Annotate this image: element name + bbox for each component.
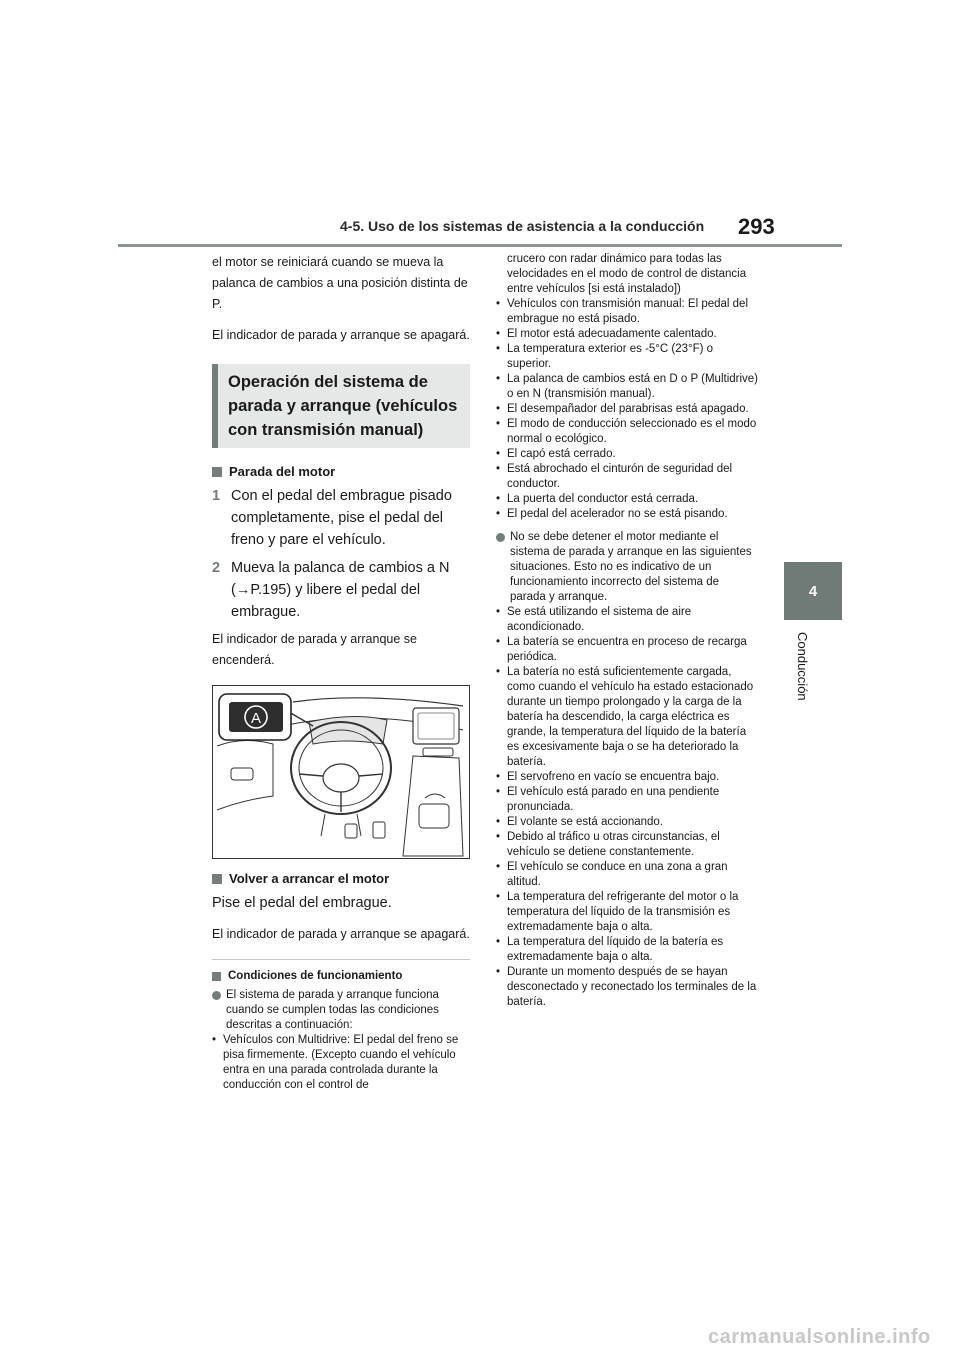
list-bullet: • xyxy=(496,448,501,460)
list-bullet: • xyxy=(496,508,501,520)
list-item-text: La temperatura del líquido de la batería es extremadamente baja o alta. xyxy=(507,936,724,963)
note-1 xyxy=(212,988,470,1033)
list-bullet: • xyxy=(212,1034,217,1046)
list-bullet: • xyxy=(496,786,501,798)
list-item-text: Vehículos con transmisión manual: El pedal del embrague no está pisado. xyxy=(507,298,749,325)
intro-text-2: El indicador de parada y arranque se apagará. xyxy=(212,328,470,342)
list-bullet: • xyxy=(496,861,501,873)
list-item xyxy=(496,605,758,635)
list-bullet: • xyxy=(496,966,501,978)
step-1 xyxy=(212,485,470,551)
list-bullet: • xyxy=(496,816,501,828)
list-bullet: • xyxy=(496,373,501,385)
circle-bullet-icon xyxy=(212,991,221,1000)
list-bullet: • xyxy=(496,771,501,783)
notes-divider xyxy=(212,959,470,960)
list-item-text: El capó está cerrado. xyxy=(507,448,616,460)
list-item xyxy=(496,507,758,522)
list-item xyxy=(496,860,758,890)
list-item xyxy=(496,417,758,447)
restart-instruction: Pise el pedal del embrague. xyxy=(212,895,392,911)
list-item xyxy=(496,935,758,965)
list-item xyxy=(496,297,758,327)
list-item-text: El volante se está accionando. xyxy=(507,816,663,828)
list-item xyxy=(496,327,758,342)
list-item-text: La batería no está suficientemente cargada, como cuando el vehículo ha estado estacionado durante un tiempo prolongado y la carga de la batería ha descendido, la carga eléctrica es grande, la temperatura del líquido de la batería es excesivamente baja o se ha deteriorado la batería. xyxy=(507,666,754,768)
step-number: 2 xyxy=(212,560,221,576)
list-item xyxy=(496,890,758,935)
indicator-on-text: El indicador de parada y arranque se encenderá. xyxy=(212,632,417,667)
list-item-text: El servofreno en vacío se encuentra bajo. xyxy=(507,771,720,783)
conditions-list xyxy=(496,297,758,522)
note-2-text: No se debe detener el motor mediante el sistema de parada y arranque en las siguientes situaciones. Esto no es indicativo de un funcionamiento incorrecto del sistema de parada y arranque. xyxy=(510,531,752,603)
subheading-stop xyxy=(212,464,470,479)
chapter-tab[interactable]: 4 xyxy=(784,562,842,620)
list-item xyxy=(496,447,758,462)
list-item-text: El vehículo se conduce en una zona a gran altitud. xyxy=(507,861,728,888)
list-bullet: • xyxy=(496,343,501,355)
section-heading-box xyxy=(212,364,470,448)
list-bullet: • xyxy=(496,606,501,618)
header-rule xyxy=(118,244,842,247)
subheading-stop-text: Parada del motor xyxy=(229,464,336,479)
step-2 xyxy=(212,557,470,623)
list-item-text: La batería se encuentra en proceso de recarga periódica. xyxy=(507,636,747,663)
list-item xyxy=(496,402,758,417)
list-bullet: • xyxy=(496,418,501,430)
watermark: carmanualsonline.info xyxy=(708,1326,931,1348)
list-item xyxy=(496,342,758,372)
list-item-text: El desempañador del parabrisas está apagado. xyxy=(507,403,749,415)
right-column xyxy=(496,252,758,1010)
list-item-text: La puerta del conductor está cerrada. xyxy=(507,493,699,505)
notes-heading-text: Condiciones de funcionamiento xyxy=(228,970,403,982)
list-item-text: Debido al tráfico u otras circunstancias, el vehículo se detiene constantemente. xyxy=(507,831,720,858)
continued-text: crucero con radar dinámico para todas las velocidades en el modo de control de distancia entre vehículos [si está instalado]) xyxy=(507,253,747,295)
section-title: Operación del sistema de parada y arranque (vehículos con transmisión manual) xyxy=(228,373,458,439)
notes-heading xyxy=(212,970,470,982)
list-item-text: Vehículos con Multidrive: El pedal del freno se pisa firmemente. (Excepto cuando el vehículo entra en una parada controlada durante la conducción con el control de xyxy=(223,1034,459,1091)
exceptions-list xyxy=(496,605,758,1010)
note-2 xyxy=(496,530,758,605)
list-item xyxy=(496,492,758,507)
chapter-label: Conducción xyxy=(795,632,810,701)
step-number: 1 xyxy=(212,488,221,504)
square-bullet-icon xyxy=(212,874,222,884)
list-item-text: La temperatura exterior es -5°C (23°F) o superior. xyxy=(507,343,714,370)
list-bullet: • xyxy=(496,666,501,678)
list-item-text: El motor está adecuadamente calentado. xyxy=(507,328,717,340)
subheading-restart-text: Volver a arrancar el motor xyxy=(229,871,390,886)
chapter-header: 4-5. Uso de los sistemas de asistencia a la conducción xyxy=(340,218,705,234)
list-item-text: El pedal del acelerador no se está pisando. xyxy=(507,508,728,520)
list-bullet: • xyxy=(496,328,501,340)
list-item-text: Está abrochado el cinturón de seguridad del conductor. xyxy=(507,463,733,490)
list-item xyxy=(496,665,758,770)
note-1-text: El sistema de parada y arranque funciona cuando se cumplen todas las condiciones descritas a continuación: xyxy=(226,989,439,1031)
list-item xyxy=(496,462,758,492)
list-bullet: • xyxy=(496,831,501,843)
list-bullet: • xyxy=(496,403,501,415)
indicator-off-text: El indicador de parada y arranque se apagará. xyxy=(212,927,470,941)
list-item-text: La temperatura del refrigerante del motor o la temperatura del líquido de la transmisión es extremadamente baja o alta. xyxy=(507,891,739,933)
intro-text: el motor se reiniciará cuando se mueva la palanca de cambios a una posición distinta de P. xyxy=(212,255,468,311)
step-text: Mueva la palanca de cambios a N (→P.195) y libere el pedal del embrague. xyxy=(231,560,450,620)
list-item xyxy=(496,830,758,860)
dashboard-illustration xyxy=(212,685,470,859)
list-bullet: • xyxy=(496,936,501,948)
list-item-text: Se está utilizando el sistema de aire acondicionado. xyxy=(507,606,692,633)
left-column xyxy=(212,252,470,1093)
circle-bullet-icon xyxy=(496,533,505,542)
square-bullet-icon xyxy=(212,467,222,477)
list-item xyxy=(496,785,758,815)
square-bullet-icon xyxy=(212,972,221,981)
page-number: 293 xyxy=(738,214,775,239)
list-item-text: El modo de conducción seleccionado es el modo normal o ecológico. xyxy=(507,418,757,445)
list-bullet: • xyxy=(496,891,501,903)
list-item xyxy=(496,770,758,785)
list-item-text: La palanca de cambios está en D o P (Multidrive) o en N (transmisión manual). xyxy=(507,373,759,400)
list-bullet: • xyxy=(496,493,501,505)
list-bullet: • xyxy=(496,463,501,475)
list-item xyxy=(496,372,758,402)
list-bullet: • xyxy=(496,636,501,648)
list-item-text: Durante un momento después de se hayan desconectado y reconectado los terminales de la batería. xyxy=(507,966,757,1008)
list-item xyxy=(496,965,758,1010)
step-text: Con el pedal del embrague pisado completamente, pise el pedal del freno y pare el vehículo. xyxy=(231,488,452,548)
figure-label: A xyxy=(250,710,262,727)
list-item xyxy=(496,815,758,830)
subheading-restart xyxy=(212,871,470,886)
list-bullet: • xyxy=(496,298,501,310)
cockpit-drawing xyxy=(213,686,469,858)
list-item xyxy=(212,1033,470,1093)
list-item xyxy=(496,635,758,665)
list-item-text: El vehículo está parado en una pendiente pronunciada. xyxy=(507,786,720,813)
